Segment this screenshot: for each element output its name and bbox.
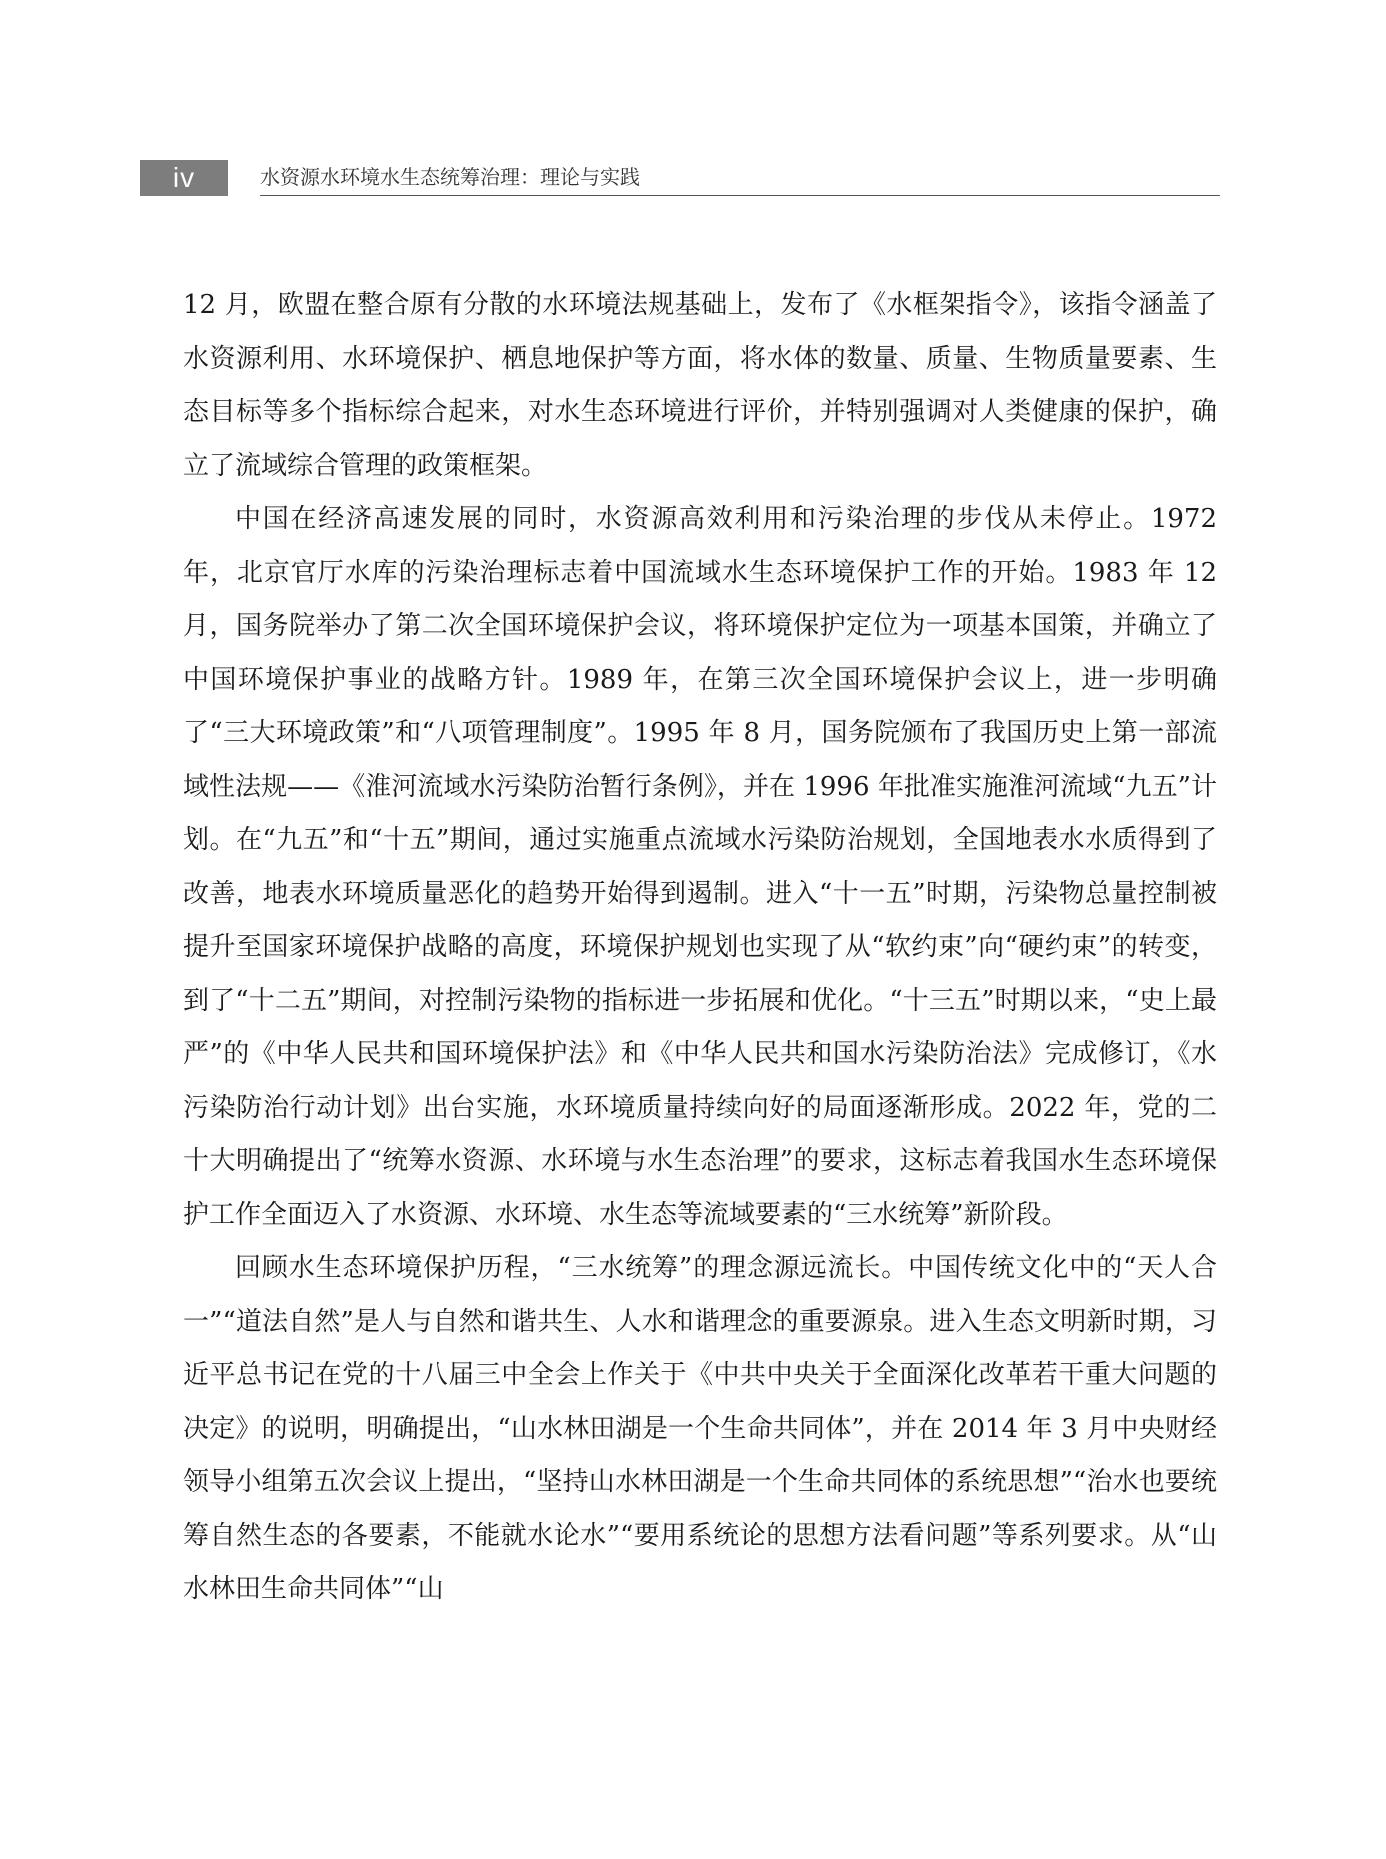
header-rule bbox=[260, 195, 1220, 196]
page-number: iv bbox=[140, 160, 228, 196]
paragraph-china-history: 中国在经济高速发展的同时，水资源高效利用和污染治理的步伐从未停止。1972 年，北京官厅水库的污染治理标志着中国流域水生态环境保护工作的开始。1983 年 12 月，国务院举办了第二次全国环境保护会议，将环境保护定位为一项基本国策，并确立了中国环境保护事业的战略方针。1989 年，在第三次全国环境保护会议上，进一步明确了“三大环境政策”和“八项管理制度”。1995 年 8 月，国务院颁布了我国历史上第一部流域性法规——《淮河流域水污染防治暂行条例》，并在 1996 年批准实施淮河流域“九五”计划。在“九五”和“十五”期间，通过实施重点流域水污染防治规划，全国地表水水质得到了改善，地表水环境质量恶化的趋势开始得到遏制。进入“十一五”时期，污染物总量控制被提升至国家环境保护战略的高度，环境保护规划也实现了从“软约束”向“硬约束”的转变，到了“十二五”期间，对控制污染物的指标进一步拓展和优化。“十三五”时期以来，“史上最严”的《中华人民共和国环境保护法》和《中华人民共和国水污染防治法》完成修订，《水污染防治行动计划》出台实施，水环境质量持续向好的局面逐渐形成。2022 年，党的二十大明确提出了“统筹水资源、水环境与水生态治理”的要求，这标志着我国水生态环境保护工作全面迈入了水资源、水环境、水生态等流域要素的“三水统筹”新阶段。 bbox=[183, 504, 1217, 1230]
paragraph-continued: 12 月，欧盟在整合原有分散的水环境法规基础上，发布了《水框架指令》，该指令涵盖了水资源利用、水环境保护、栖息地保护等方面，将水体的数量、质量、生物质量要素、生态目标等多个指标综合起来，对水生态环境进行评价，并特别强调对人类健康的保护，确立了流域综合管理的政策框架。 bbox=[183, 290, 1217, 481]
book-title: 水资源水环境水生态统筹治理：理论与实践 bbox=[260, 165, 640, 189]
paragraph-three-water: 回顾水生态环境保护历程，“三水统筹”的理念源远流长。中国传统文化中的“天人合一”“道法自然”是人与自然和谐共生、人水和谐理念的重要源泉。进入生态文明新时期，习近平总书记在党的十八届三中全会上作关于《中共中央关于全面深化改革若干重大问题的决定》的说明，明确提出，“山水林田湖是一个生命共同体”，并在 2014 年 3 月中央财经领导小组第五次会议上提出，“坚持山水林田湖是一个生命共同体的系统思想”“治水也要统筹自然生态的各要素，不能就水论水”“要用系统论的思想方法看问题”等系列要求。从“山水林田生命共同体”“山 bbox=[183, 1253, 1217, 1604]
body-text bbox=[183, 279, 1217, 1617]
running-header bbox=[140, 160, 1220, 196]
